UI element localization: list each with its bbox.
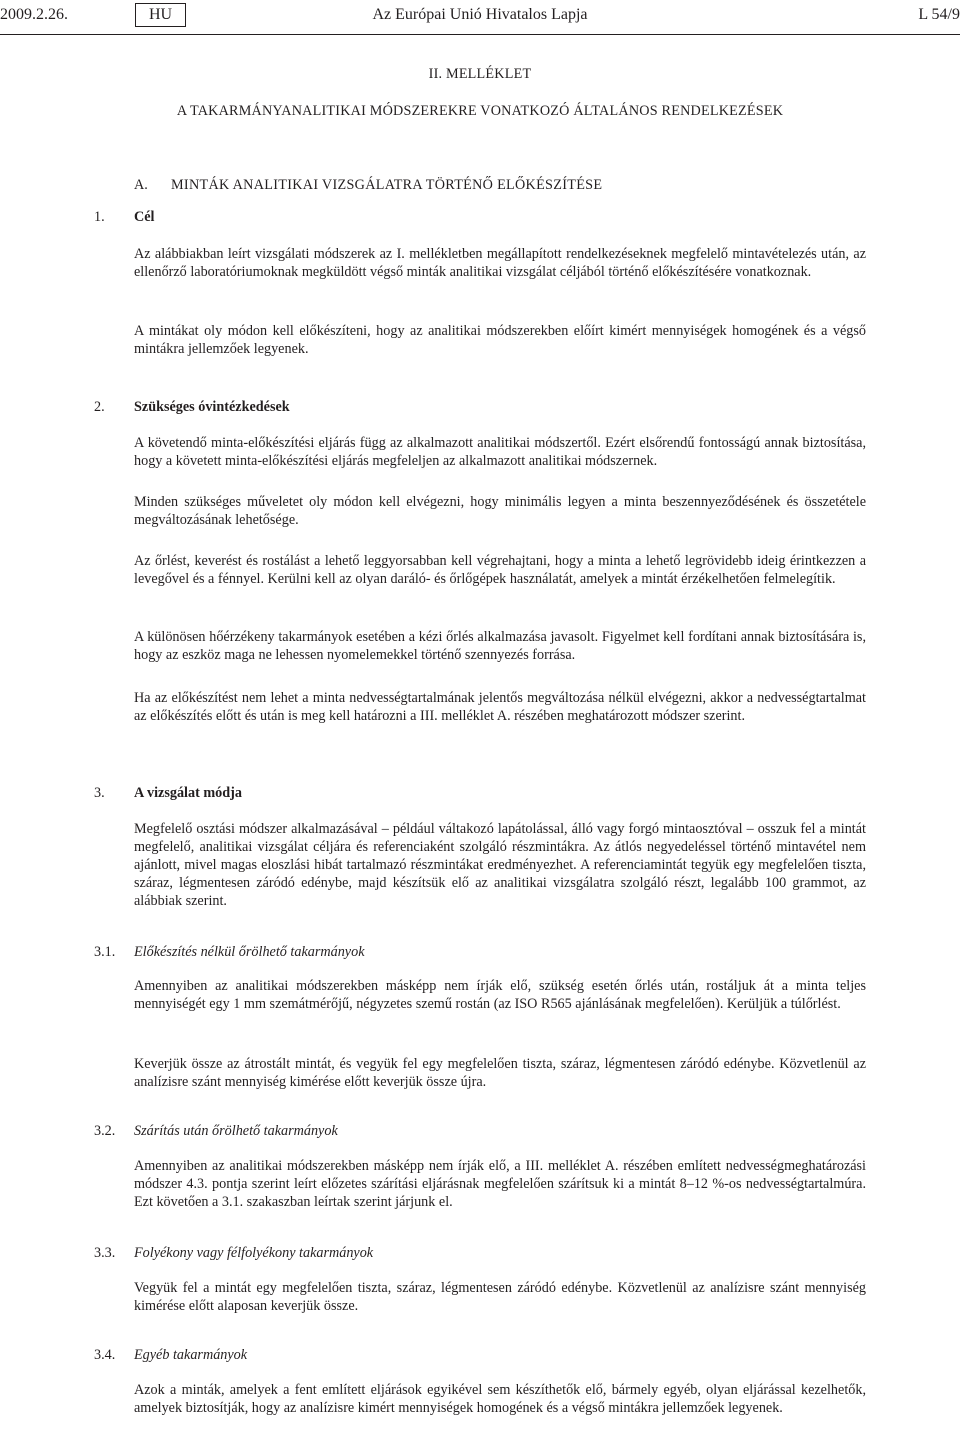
annex-title: A TAKARMÁNYANALITIKAI MÓDSZEREKRE VONATKOZÓ ÁLTALÁNOS RENDELKEZÉSEK: [176, 103, 784, 119]
section-title: Szükséges óvintézkedések: [134, 399, 290, 415]
section-number: 2.: [94, 399, 105, 415]
paragraph: Megfelelő osztási módszer alkalmazásával – például váltakozó lapátolással, álló vagy forgó mintaosztóval – osszuk fel a mintát megfelelő, analitikai vizsgálat céljára és referenciaként szolgáló részmintákra. Az átlós negyedeléssel történő mintavétel nem ajánlott, mivel magas eloszlási hibát tartalmazó részmintákat eredményezhet. A referenciamintát tegyük egy megfelelően tiszta, száraz, légmentesen záródó edénybe, majd készítsük elő az analitikai vizsgálatra szolgáló részt, legalább 100 grammot, az alábbiak szerint.: [134, 821, 866, 909]
section-number: 3.2.: [94, 1123, 116, 1139]
language-badge: HU: [135, 3, 186, 27]
annex-number: II. MELLÉKLET: [428, 66, 532, 82]
section-number: 3.1.: [94, 944, 116, 960]
section-title: Szárítás után őrölhető takarmányok: [134, 1123, 338, 1139]
section-number: 3.4.: [94, 1347, 116, 1363]
journal-title: Az Európai Unió Hivatalos Lapja: [372, 6, 588, 23]
paragraph: Vegyük fel a mintát egy megfelelően tiszta, száraz, légmentesen záródó edénybe. Közvetlenül az analízisre szánt mennyiség kimérése előtt alaposan keverjük össze.: [134, 1280, 866, 1314]
paragraph: Amennyiben az analitikai módszerekben másképp nem írják elő, szükség esetén őrlés után, rostáljuk át a minta teljes mennyiségét egy 1 mm szemátmérőjű, négyzetes szemű rostán (az ISO R565 ajánlásának megfelelően). Kerüljük a túlőrlést.: [134, 978, 866, 1012]
part-title: MINTÁK ANALITIKAI VIZSGÁLATRA TÖRTÉNŐ ELŐKÉSZÍTÉSE: [171, 177, 603, 193]
paragraph: Minden szükséges műveletet oly módon kell elvégezni, hogy minimális legyen a minta beszennyeződésének és összetétele megváltozásának lehetősége.: [134, 494, 866, 528]
page-number: L 54/9: [918, 6, 960, 23]
section-number: 3.: [94, 785, 105, 801]
section-title: Cél: [134, 209, 155, 225]
section-number: 1.: [94, 209, 105, 225]
publication-date: 2009.2.26.: [0, 6, 68, 23]
paragraph: Ha az előkészítést nem lehet a minta nedvességtartalmának jelentős megváltozása nélkül elvégezni, akkor a nedvességtartalmat az előkészítés előtt és után is meg kell határozni a III. melléklet A. részében meghatározott módszer szerint.: [134, 690, 866, 724]
section-title: A vizsgálat módja: [134, 785, 242, 801]
section-title: Egyéb takarmányok: [134, 1347, 248, 1363]
page-header: [0, 3, 960, 27]
paragraph: A különösen hőérzékeny takarmányok esetében a kézi őrlés alkalmazása javasolt. Figyelmet kell fordítani annak biztosítására is, hogy az eszköz maga ne lehessen nyomelemekkel történő szennyezés forrása.: [134, 629, 866, 663]
paragraph: Azok a minták, amelyek a fent említett eljárások egyikével sem készíthetők elő, bármely egyéb, olyan eljárással kezelhetők, amelyek biztosítják, hogy az analízisre kimért mennyiségek homogének és a végső mintákra jellemzőek legyenek.: [134, 1382, 866, 1416]
header-divider: [0, 34, 960, 35]
paragraph: Az alábbiakban leírt vizsgálati módszerek az I. mellékletben megállapított rendelkezéseknek megfelelő mintavételezés után, az ellenőrző laboratóriumoknak megküldött végső minták analitikai vizsgálat céljából történő előkészítésére vonatkoznak.: [134, 246, 866, 280]
paragraph: Amennyiben az analitikai módszerekben másképp nem írják elő, a III. melléklet A. részében említett nedvességmeghatározási módszer 4.3. pontja szerint leírt előzetes szárítási eljárásnak megfelelően szárítsuk ki a mintát 8–12 %-os nedvességtartalmúra. Ezt követően a 3.1. szakaszban leírtak szerint járjunk el.: [134, 1158, 866, 1210]
paragraph: Az őrlést, keverést és rostálást a lehető leggyorsabban kell végrehajtani, hogy a minta a lehető legrövidebb ideig érintkezzen a levegővel és a fénnyel. Kerülni kell az olyan daráló- és őrlőgépek használatát, amelyek a mintát érzékelhetően felmelegítik.: [134, 553, 866, 587]
section-title: Folyékony vagy félfolyékony takarmányok: [134, 1245, 374, 1261]
section-title: Előkészítés nélkül őrölhető takarmányok: [134, 944, 365, 960]
paragraph: A követendő minta-előkészítési eljárás függ az alkalmazott analitikai módszertől. Ezért elsőrendű fontosságú annak biztosítása, hogy a követett minta-előkészítési eljárás megfeleljen az alkalmazott analitikai módszernek.: [134, 435, 866, 469]
paragraph: Keverjük össze az átrostált mintát, és vegyük fel egy megfelelően tiszta, száraz, légmentesen záródó edénybe. Közvetlenül az analízisre szánt mennyiség kimérése előtt keverjük össze újra.: [134, 1056, 866, 1090]
paragraph: A mintákat oly módon kell előkészíteni, hogy az analitikai módszerekben előírt kimért mennyiségek homogének és a végső mintákra jellemzőek legyenek.: [134, 323, 866, 357]
section-number: 3.3.: [94, 1245, 116, 1261]
part-label: A.: [134, 177, 148, 193]
